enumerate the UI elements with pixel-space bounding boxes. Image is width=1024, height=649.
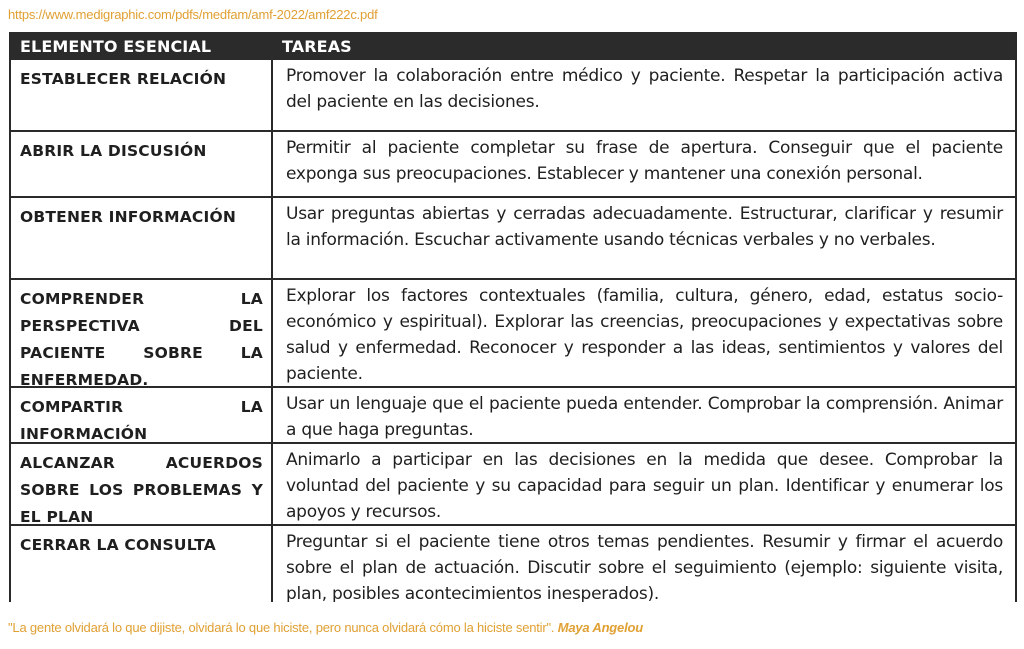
header-elemento-esencial: ELEMENTO ESENCIAL	[20, 36, 212, 56]
element-cell: ALCANZAR ACUERDOS SOBRE LOS PROBLEMAS Y EL PLAN	[11, 444, 273, 524]
table-row	[11, 60, 1015, 132]
table-header	[11, 32, 1015, 60]
element-cell: COMPARTIR LA INFORMACIÓN	[11, 388, 273, 442]
element-cell: OBTENER INFORMACIÓN	[11, 198, 273, 278]
communication-table	[9, 32, 1017, 602]
table-row	[11, 388, 1015, 444]
element-cell: COMPRENDER LA PERSPECTIVA DEL PACIENTE SOBRE LA ENFERMEDAD.	[11, 280, 273, 386]
tasks-cell: Promover la colaboración entre médico y paciente. Respetar la participación activa del paciente en las decisiones.	[286, 66, 1003, 112]
element-cell: ESTABLECER RELACIÓN	[11, 60, 273, 130]
quote-author: Maya Angelou	[557, 620, 643, 635]
source-url[interactable]: https://www.medigraphic.com/pdfs/medfam/amf-2022/amf222c.pdf	[8, 7, 378, 22]
element-cell: ABRIR LA DISCUSIÓN	[11, 132, 273, 196]
tasks-cell: Usar preguntas abiertas y cerradas adecuadamente. Estructurar, clarificar y resumir la información. Escuchar activamente usando técnicas verbales y no verbales.	[286, 204, 1003, 250]
table-row	[11, 198, 1015, 280]
tasks-cell: Usar un lenguaje que el paciente pueda entender. Comprobar la comprensión. Animar a que haga preguntas.	[286, 394, 1003, 440]
footer-quote	[8, 620, 643, 635]
table-row	[11, 280, 1015, 388]
tasks-cell: Preguntar si el paciente tiene otros temas pendientes. Resumir y firmar el acuerdo sobre el plan de actuación. Discutir sobre el seguimiento (ejemplo: siguiente visita, plan, posibles acontecimientos inesperados).	[286, 532, 1003, 602]
quote-text: "La gente olvidará lo que dijiste, olvidará lo que hiciste, pero nunca olvidará cómo la hiciste sentir".	[8, 620, 555, 635]
tasks-cell: Animarlo a participar en las decisiones en la medida que desee. Comprobar la voluntad del paciente y su capacidad para seguir un plan. Identificar y enumerar los apoyos y recursos.	[286, 450, 1003, 522]
table-row	[11, 132, 1015, 198]
table-row	[11, 526, 1015, 602]
tasks-cell: Explorar los factores contextuales (familia, cultura, género, edad, estatus socio-económico y espiritual). Explorar las creencias, preocupaciones y expectativas sobre salud y enfermedad. Reconocer y responder a las ideas, sentimientos y valores del paciente.	[286, 286, 1003, 384]
element-cell: CERRAR LA CONSULTA	[11, 526, 273, 602]
header-tareas: TAREAS	[282, 36, 352, 56]
table-row	[11, 444, 1015, 526]
tasks-cell: Permitir al paciente completar su frase de apertura. Conseguir que el paciente exponga sus preocupaciones. Establecer y mantener una conexión personal.	[286, 138, 1003, 184]
